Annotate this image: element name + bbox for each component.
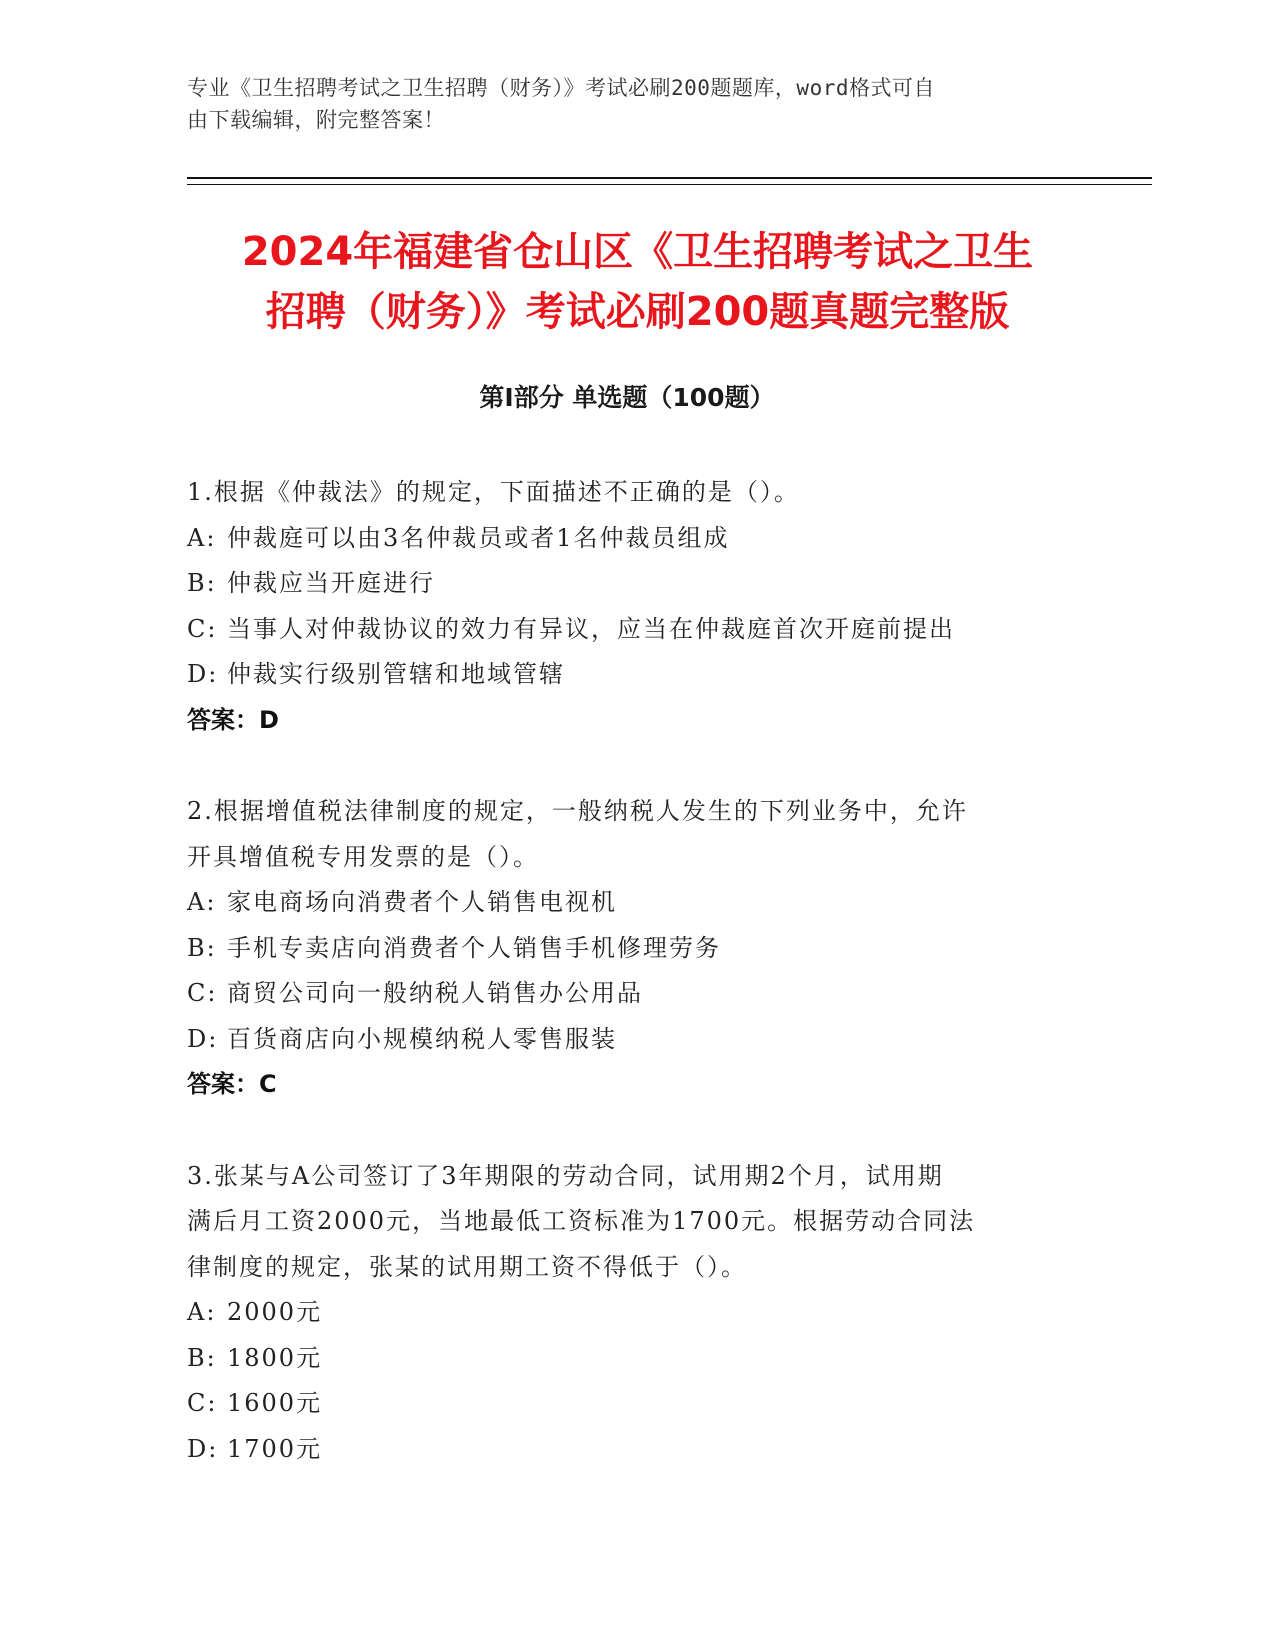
question-list — [187, 470, 1067, 1518]
option-text: 1800元 — [227, 1343, 323, 1372]
option-label: C: — [187, 1389, 218, 1417]
option-label: A: — [187, 1298, 217, 1326]
option-label: C: — [187, 614, 218, 643]
option-label: D: — [187, 660, 219, 688]
option-label: D: — [187, 1434, 219, 1463]
option-text: 仲裁应当开庭进行 — [227, 569, 435, 597]
question-stem-line: 开具增值税专用发票的是（）。 — [187, 842, 539, 871]
option-text: 当事人对仲裁协议的效力有异议，应当在仲裁庭首次开庭前提出 — [227, 614, 955, 643]
option-d — [187, 1427, 1067, 1473]
option-label: A: — [187, 523, 217, 552]
option-d — [187, 1017, 1067, 1063]
option-text: 家电商场向消费者个人销售电视机 — [227, 888, 617, 916]
question-1 — [187, 470, 1067, 743]
option-text: 2000元 — [227, 1298, 323, 1326]
header-rule-thick — [187, 177, 1152, 179]
document-title — [160, 222, 1115, 342]
option-c — [187, 1381, 1067, 1427]
option-text: 商贸公司向一般纳税人销售办公用品 — [227, 979, 643, 1007]
option-text: 百货商店向小规模纳税人零售服装 — [227, 1024, 617, 1053]
option-label: B: — [187, 569, 217, 597]
option-b — [187, 926, 1067, 972]
question-stem-line: 2.根据增值税法律制度的规定，一般纳税人发生的下列业务中，允许 — [187, 797, 968, 825]
header-note-line-2: 由下载编辑，附完整答案！ — [187, 108, 445, 132]
option-text: 仲裁实行级别管辖和地域管辖 — [227, 660, 565, 688]
answer-key: 答案：D — [187, 705, 279, 734]
question-stem-line: 满后月工资2000元，当地最低工资标准为1700元。根据劳动合同法 — [187, 1207, 976, 1235]
option-d — [187, 652, 1067, 698]
option-text: 1600元 — [227, 1389, 323, 1417]
header-note — [187, 72, 1067, 136]
section-heading: 第Ⅰ部分 单选题（100题） — [479, 383, 775, 412]
header-note-line-1: 专业《卫生招聘考试之卫生招聘（财务）》考试必刷200题题库，word格式可自 — [187, 76, 935, 100]
question-stem-line: 3.张某与A公司签订了3年期限的劳动合同，试用期2个月，试用期 — [187, 1161, 944, 1190]
option-label: B: — [187, 933, 217, 962]
option-b — [187, 1336, 1067, 1382]
answer-key: 答案：C — [187, 1070, 277, 1098]
option-label: C: — [187, 979, 218, 1007]
option-c — [187, 607, 1067, 653]
option-label: B: — [187, 1343, 217, 1372]
option-label: D: — [187, 1024, 219, 1053]
question-3 — [187, 1154, 1067, 1473]
option-a — [187, 880, 1067, 926]
option-a — [187, 516, 1067, 562]
option-text: 仲裁庭可以由3名仲裁员或者1名仲裁员组成 — [227, 523, 730, 552]
option-c — [187, 971, 1067, 1017]
option-text: 1700元 — [227, 1434, 323, 1463]
question-2 — [187, 789, 1067, 1108]
question-stem-line: 律制度的规定，张某的试用期工资不得低于（）。 — [187, 1252, 747, 1281]
option-a — [187, 1290, 1067, 1336]
option-b — [187, 561, 1067, 607]
option-text: 手机专卖店向消费者个人销售手机修理劳务 — [227, 933, 721, 962]
document-title-line-2: 招聘（财务）》考试必刷200题真题完整版 — [265, 289, 1010, 335]
document-title-line-1: 2024年福建省仓山区《卫生招聘考试之卫生 — [241, 229, 1034, 275]
header-rule-thin — [187, 184, 1152, 185]
question-stem-line: 1.根据《仲裁法》的规定，下面描述不正确的是（）。 — [187, 478, 800, 506]
option-label: A: — [187, 888, 217, 916]
